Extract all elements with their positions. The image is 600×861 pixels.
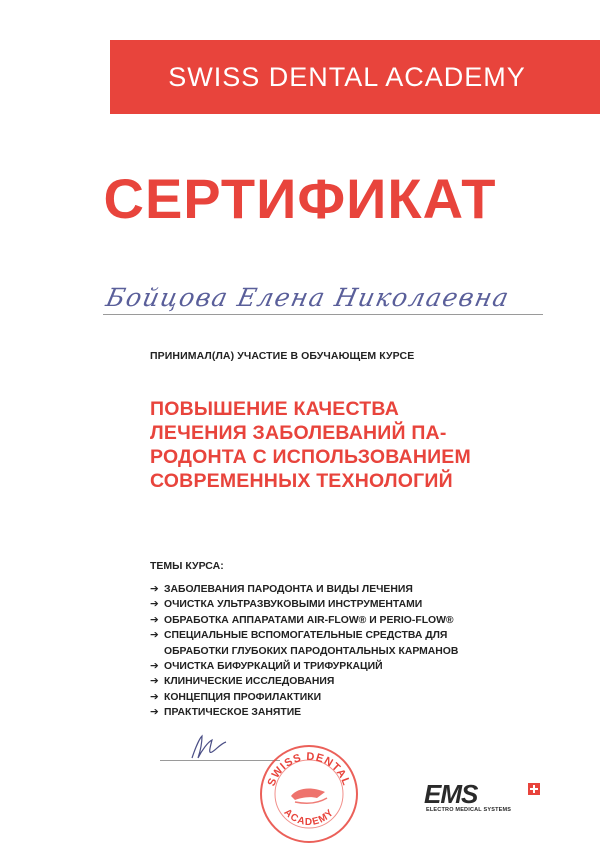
list-item: ➔ ПРАКТИЧЕСКОЕ ЗАНЯТИЕ xyxy=(150,705,570,720)
course-title-line: ЛЕЧЕНИЯ ЗАБОЛЕВАНИЙ ПА- xyxy=(150,422,447,444)
ems-logo xyxy=(424,779,554,815)
list-item: ➔ ОЧИСТКА УЛЬТРАЗВУКОВЫМИ ИНСТРУМЕНТАМИ xyxy=(150,597,570,612)
swiss-cross-icon xyxy=(528,783,540,795)
arrow-icon: ➔ xyxy=(150,599,159,611)
svg-text:ACADEMY: ACADEMY xyxy=(281,807,337,828)
svg-text:SWISS DENTAL: SWISS DENTAL xyxy=(265,750,353,788)
ems-wordmark: EMS xyxy=(424,779,478,809)
arrow-icon: ➔ xyxy=(150,630,159,642)
signature xyxy=(178,728,238,768)
topics-list xyxy=(150,582,570,721)
academy-stamp xyxy=(255,738,363,846)
brand-title: SWISS DENTAL ACADEMY xyxy=(168,61,526,92)
ems-subtitle: ELECTRO MEDICAL SYSTEMS xyxy=(426,807,512,813)
name-underline xyxy=(103,314,543,315)
participation-text: ПРИНИМАЛ(ЛА) УЧАСТИЕ В ОБУЧАЮЩЕМ КУРСЕ xyxy=(150,350,415,362)
arrow-icon: ➔ xyxy=(150,691,159,703)
arrow-icon: ➔ xyxy=(150,707,159,719)
course-title-line: ПОВЫШЕНИЕ КАЧЕСТВА xyxy=(150,398,399,420)
arrow-icon: ➔ xyxy=(150,676,159,688)
list-item: ➔ ОЧИСТКА БИФУРКАЦИЙ И ТРИФУРКАЦИЙ xyxy=(150,659,570,674)
recipient-name: Бойцова Елена Николаевна xyxy=(103,283,513,312)
header-banner xyxy=(110,40,600,114)
list-item: ➔ ОБРАБОТКА АППАРАТАМИ AIR-FLOW® И PERIO-FLOW® xyxy=(150,613,570,628)
course-title-line: СОВРЕМЕННЫХ ТЕХНОЛОГИЙ xyxy=(150,470,453,492)
course-title xyxy=(150,397,570,493)
list-item: ➔ КОНЦЕПЦИЯ ПРОФИЛАКТИКИ xyxy=(150,690,570,705)
list-item: ➔ СПЕЦИАЛЬНЫЕ ВСПОМОГАТЕЛЬНЫЕ СРЕДСТВА ДЛЯ xyxy=(150,628,570,643)
course-title-line: РОДОНТА С ИСПОЛЬЗОВАНИЕМ xyxy=(150,446,471,468)
arrow-icon: ➔ xyxy=(150,614,159,626)
arrow-icon: ➔ xyxy=(150,661,159,673)
list-item: ➔ ЗАБОЛЕВАНИЯ ПАРОДОНТА И ВИДЫ ЛЕЧЕНИЯ xyxy=(150,582,570,597)
list-item: ➔ КЛИНИЧЕСКИЕ ИССЛЕДОВАНИЯ xyxy=(150,674,570,689)
arrow-icon: ➔ xyxy=(150,584,159,595)
topics-label: ТЕМЫ КУРСА: xyxy=(150,560,224,572)
list-item-continuation: ОБРАБОТКИ ГЛУБОКИХ ПАРОДОНТАЛЬНЫХ КАРМАНОВ xyxy=(164,645,459,657)
certificate-title: СЕРТИФИКАТ xyxy=(103,167,497,230)
